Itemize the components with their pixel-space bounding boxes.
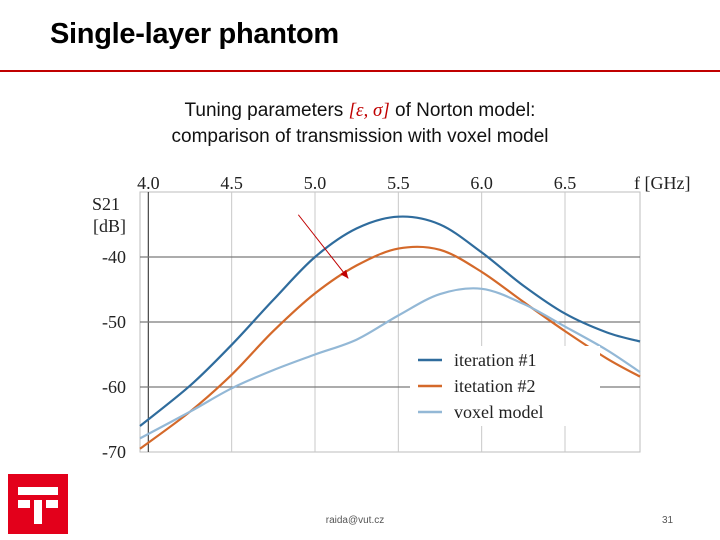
y-tick-label: -40 (102, 247, 126, 267)
x-axis-label: f [GHz] (634, 173, 691, 193)
footer-email: raida@vut.cz (325, 515, 385, 526)
title-rule (0, 70, 720, 72)
subtitle-text-after: of Norton model: (389, 100, 536, 121)
subtitle-params: [ε, σ] (348, 100, 390, 121)
y-axis-label-line-1: S21 (91, 194, 120, 214)
subtitle-text-before: Tuning parameters (184, 100, 349, 121)
legend-label-3: voxel model (454, 402, 544, 422)
y-tick-label: -50 (102, 312, 126, 332)
page-number: 31 (662, 515, 674, 526)
legend-label-2: itetation #2 (454, 376, 536, 396)
y-tick-label: -70 (102, 442, 126, 462)
x-tick-label: 5.5 (387, 173, 410, 193)
y-tick-label: -60 (102, 377, 126, 397)
s21-chart (80, 172, 691, 462)
x-tick-label: 4.5 (220, 173, 243, 193)
subtitle (0, 98, 720, 150)
subtitle-line-1 (0, 98, 720, 124)
x-tick-label: 4.0 (137, 173, 160, 193)
slide-title: Single-layer phantom (50, 18, 339, 50)
annotation-arrow-shaft (298, 215, 348, 279)
x-tick-label: 6.0 (470, 173, 493, 193)
x-tick-label: 5.0 (303, 173, 327, 193)
y-axis-label-line-2: [dB] (93, 216, 126, 236)
x-tick-label: 6.5 (553, 173, 577, 193)
legend-label-1: iteration #1 (454, 350, 537, 370)
subtitle-line-2: comparison of transmission with voxel model (171, 126, 549, 147)
